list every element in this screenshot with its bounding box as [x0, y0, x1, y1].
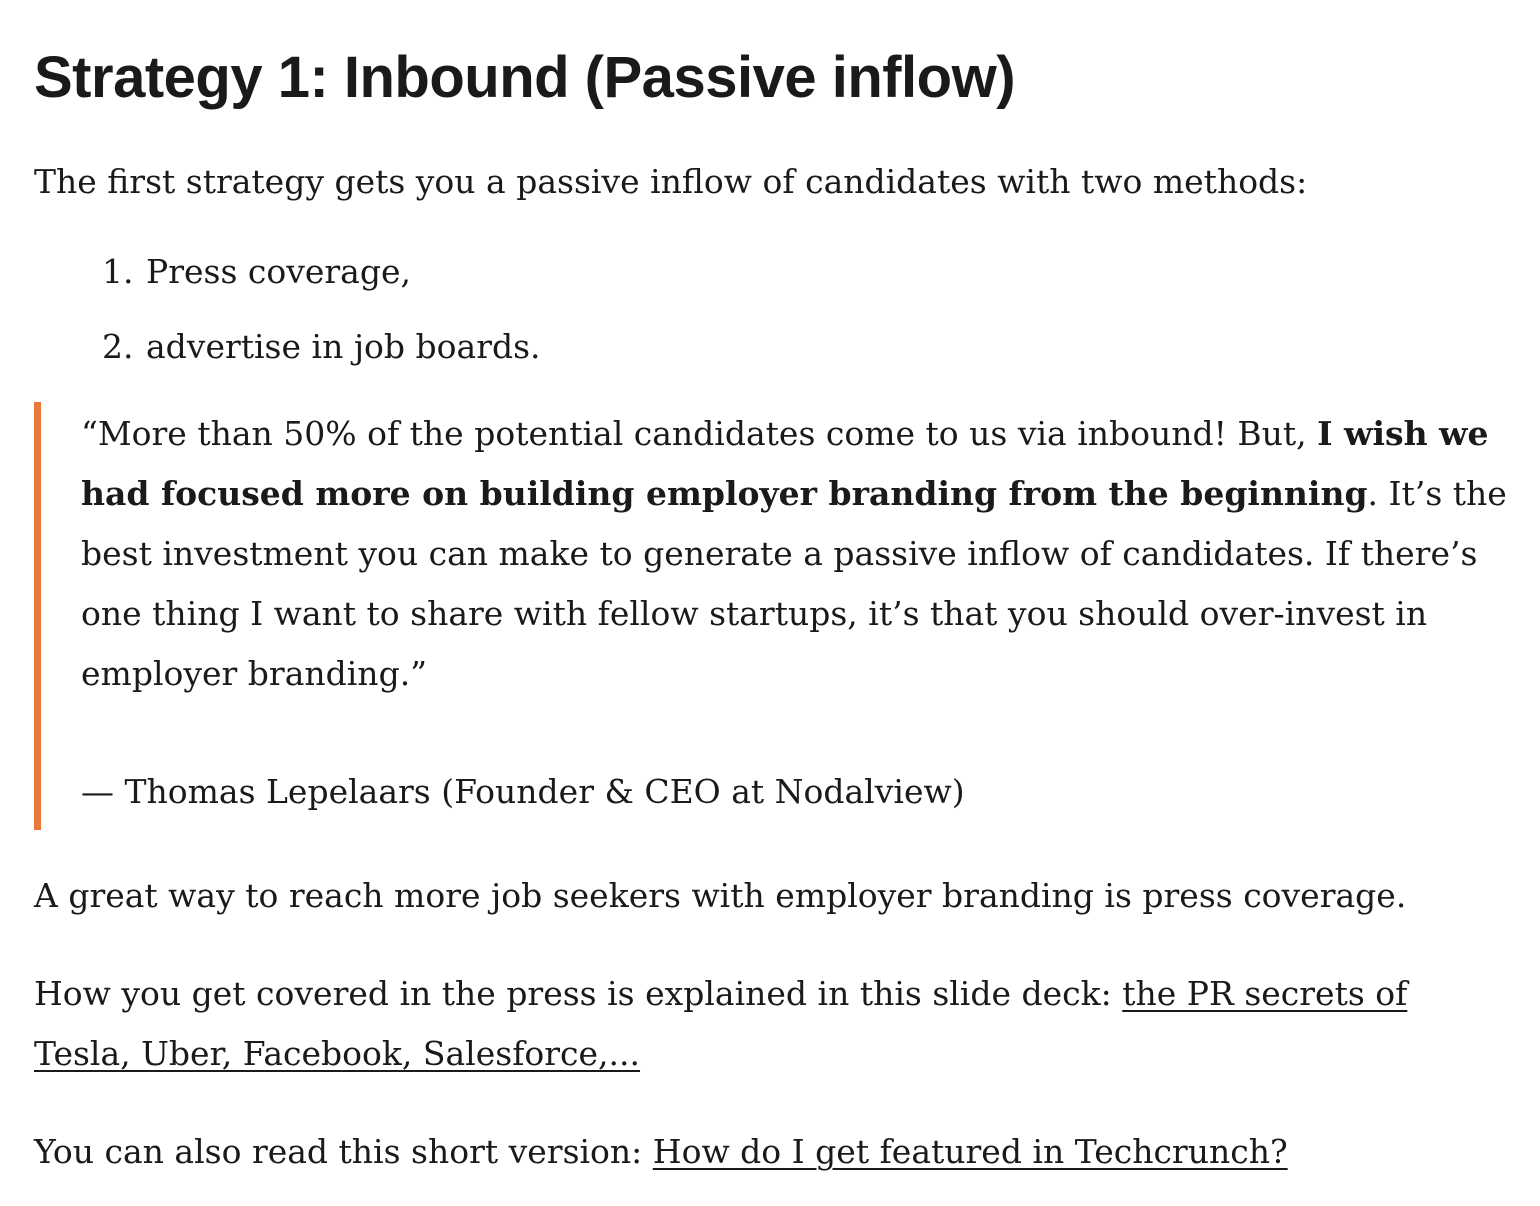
- press-coverage-paragraph: A great way to reach more job seekers with employer branding is press coverage.: [34, 876, 1407, 915]
- founder-quote: [34, 402, 1514, 830]
- intro-paragraph: The first strategy gets you a passive inflow of candidates with two methods:: [34, 162, 1308, 201]
- pr-secrets-link[interactable]: the PR secrets of Tesla, Uber, Facebook, Salesforce,...: [34, 974, 1408, 1073]
- short-version-paragraph: [34, 1122, 1514, 1182]
- quote-text-start: “More than 50% of the potential candidates come to us via inbound! But,: [81, 414, 1318, 453]
- list-item: 2. advertise in job boards.: [144, 317, 1514, 377]
- list-item: 1. Press coverage,: [144, 242, 1514, 302]
- techcrunch-link[interactable]: How do I get featured in Techcrunch?: [652, 1132, 1288, 1171]
- short-version-text: You can also read this short version:: [34, 1132, 653, 1171]
- slide-deck-text: How you get covered in the press is explained in this slide deck:: [34, 974, 1123, 1013]
- quote-attribution: — Thomas Lepelaars (Founder & CEO at Nodalview): [81, 772, 965, 811]
- slide-deck-paragraph: [34, 964, 1514, 1084]
- quote-text: [81, 404, 1514, 704]
- section-heading: Strategy 1: Inbound (Passive inflow): [34, 45, 1016, 110]
- quote-text-end: . It’s the best investment you can make to generate a passive inflow of candidates. If there’s one thing I want to share with fellow startups, it’s that you should over-invest in employer branding.”: [81, 474, 1507, 693]
- methods-list: [34, 242, 1514, 377]
- article-body: [34, 0, 1514, 1182]
- quote-text-bold: I wish we had focused more on building employer branding from the beginning: [81, 414, 1489, 513]
